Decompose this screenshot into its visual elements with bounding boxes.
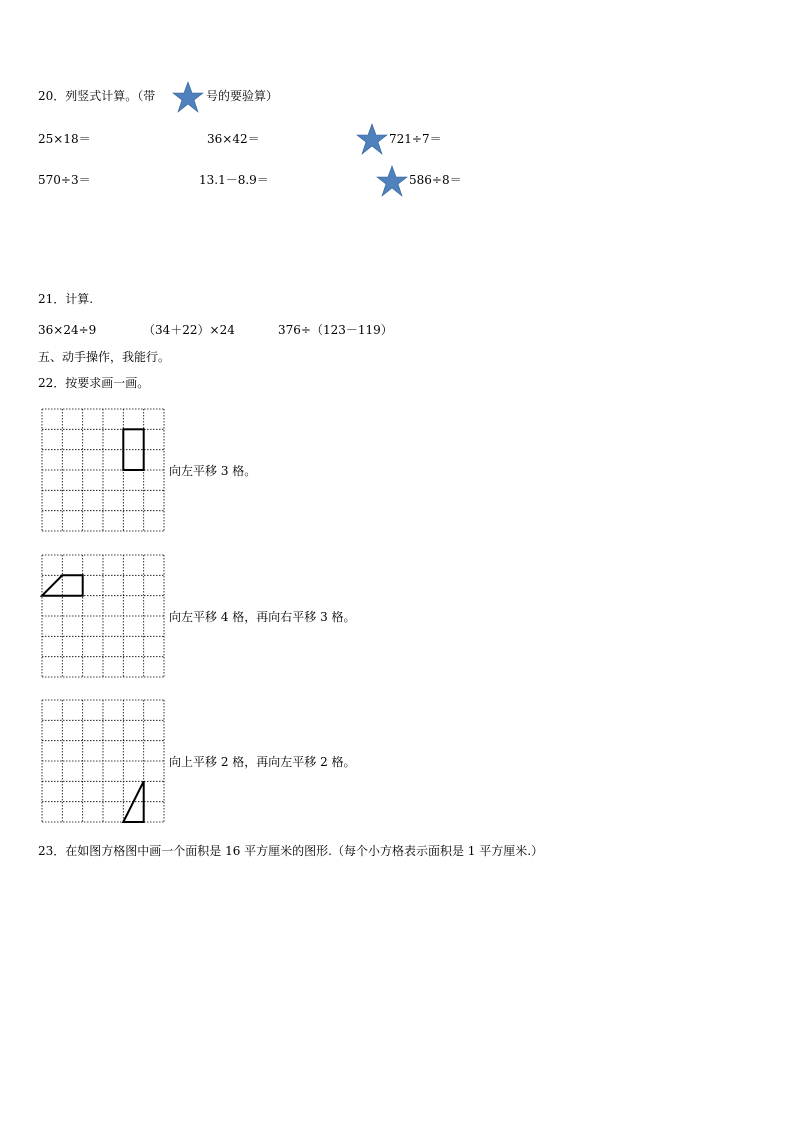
star-icon bbox=[376, 165, 408, 197]
q21-title: 21．计算. bbox=[38, 292, 94, 306]
grid-2 bbox=[40, 553, 166, 679]
grid-1 bbox=[40, 407, 166, 533]
q20-item-2: 36×42＝ bbox=[207, 132, 260, 146]
q20-prefix: 20．列竖式计算。（带 bbox=[38, 89, 156, 103]
q22-instruction-3: 向上平移 2 格，再向左平移 2 格。 bbox=[169, 755, 356, 769]
q20-item-6: 586÷8＝ bbox=[409, 173, 462, 187]
q21-item-1: 36×24÷9 bbox=[38, 323, 97, 337]
q20-suffix: 号的要验算） bbox=[206, 89, 279, 103]
q20-item-3: 721÷7＝ bbox=[389, 132, 442, 146]
q23-title: 23．在如图方格图中画一个面积是 16 平方厘米的图形.（每个小方格表示面积是 1 平方厘米.） bbox=[38, 844, 544, 858]
q22-instruction-1: 向左平移 3 格。 bbox=[169, 464, 257, 478]
q20-item-1: 25×18＝ bbox=[38, 132, 91, 146]
q20-item-4: 570÷3＝ bbox=[38, 173, 91, 187]
q22-instruction-2: 向左平移 4 格，再向右平移 3 格。 bbox=[169, 610, 356, 624]
q21-item-3: 376÷（123－119） bbox=[278, 323, 393, 337]
section-heading: 五、动手操作，我能行。 bbox=[38, 350, 171, 364]
q21-item-2: （34＋22）×24 bbox=[143, 323, 235, 337]
star-icon bbox=[356, 123, 388, 155]
q20-item-5: 13.1－8.9＝ bbox=[199, 173, 269, 187]
grid-3 bbox=[40, 698, 166, 824]
star-icon bbox=[172, 81, 204, 113]
q22-title: 22．按要求画一画。 bbox=[38, 376, 150, 390]
